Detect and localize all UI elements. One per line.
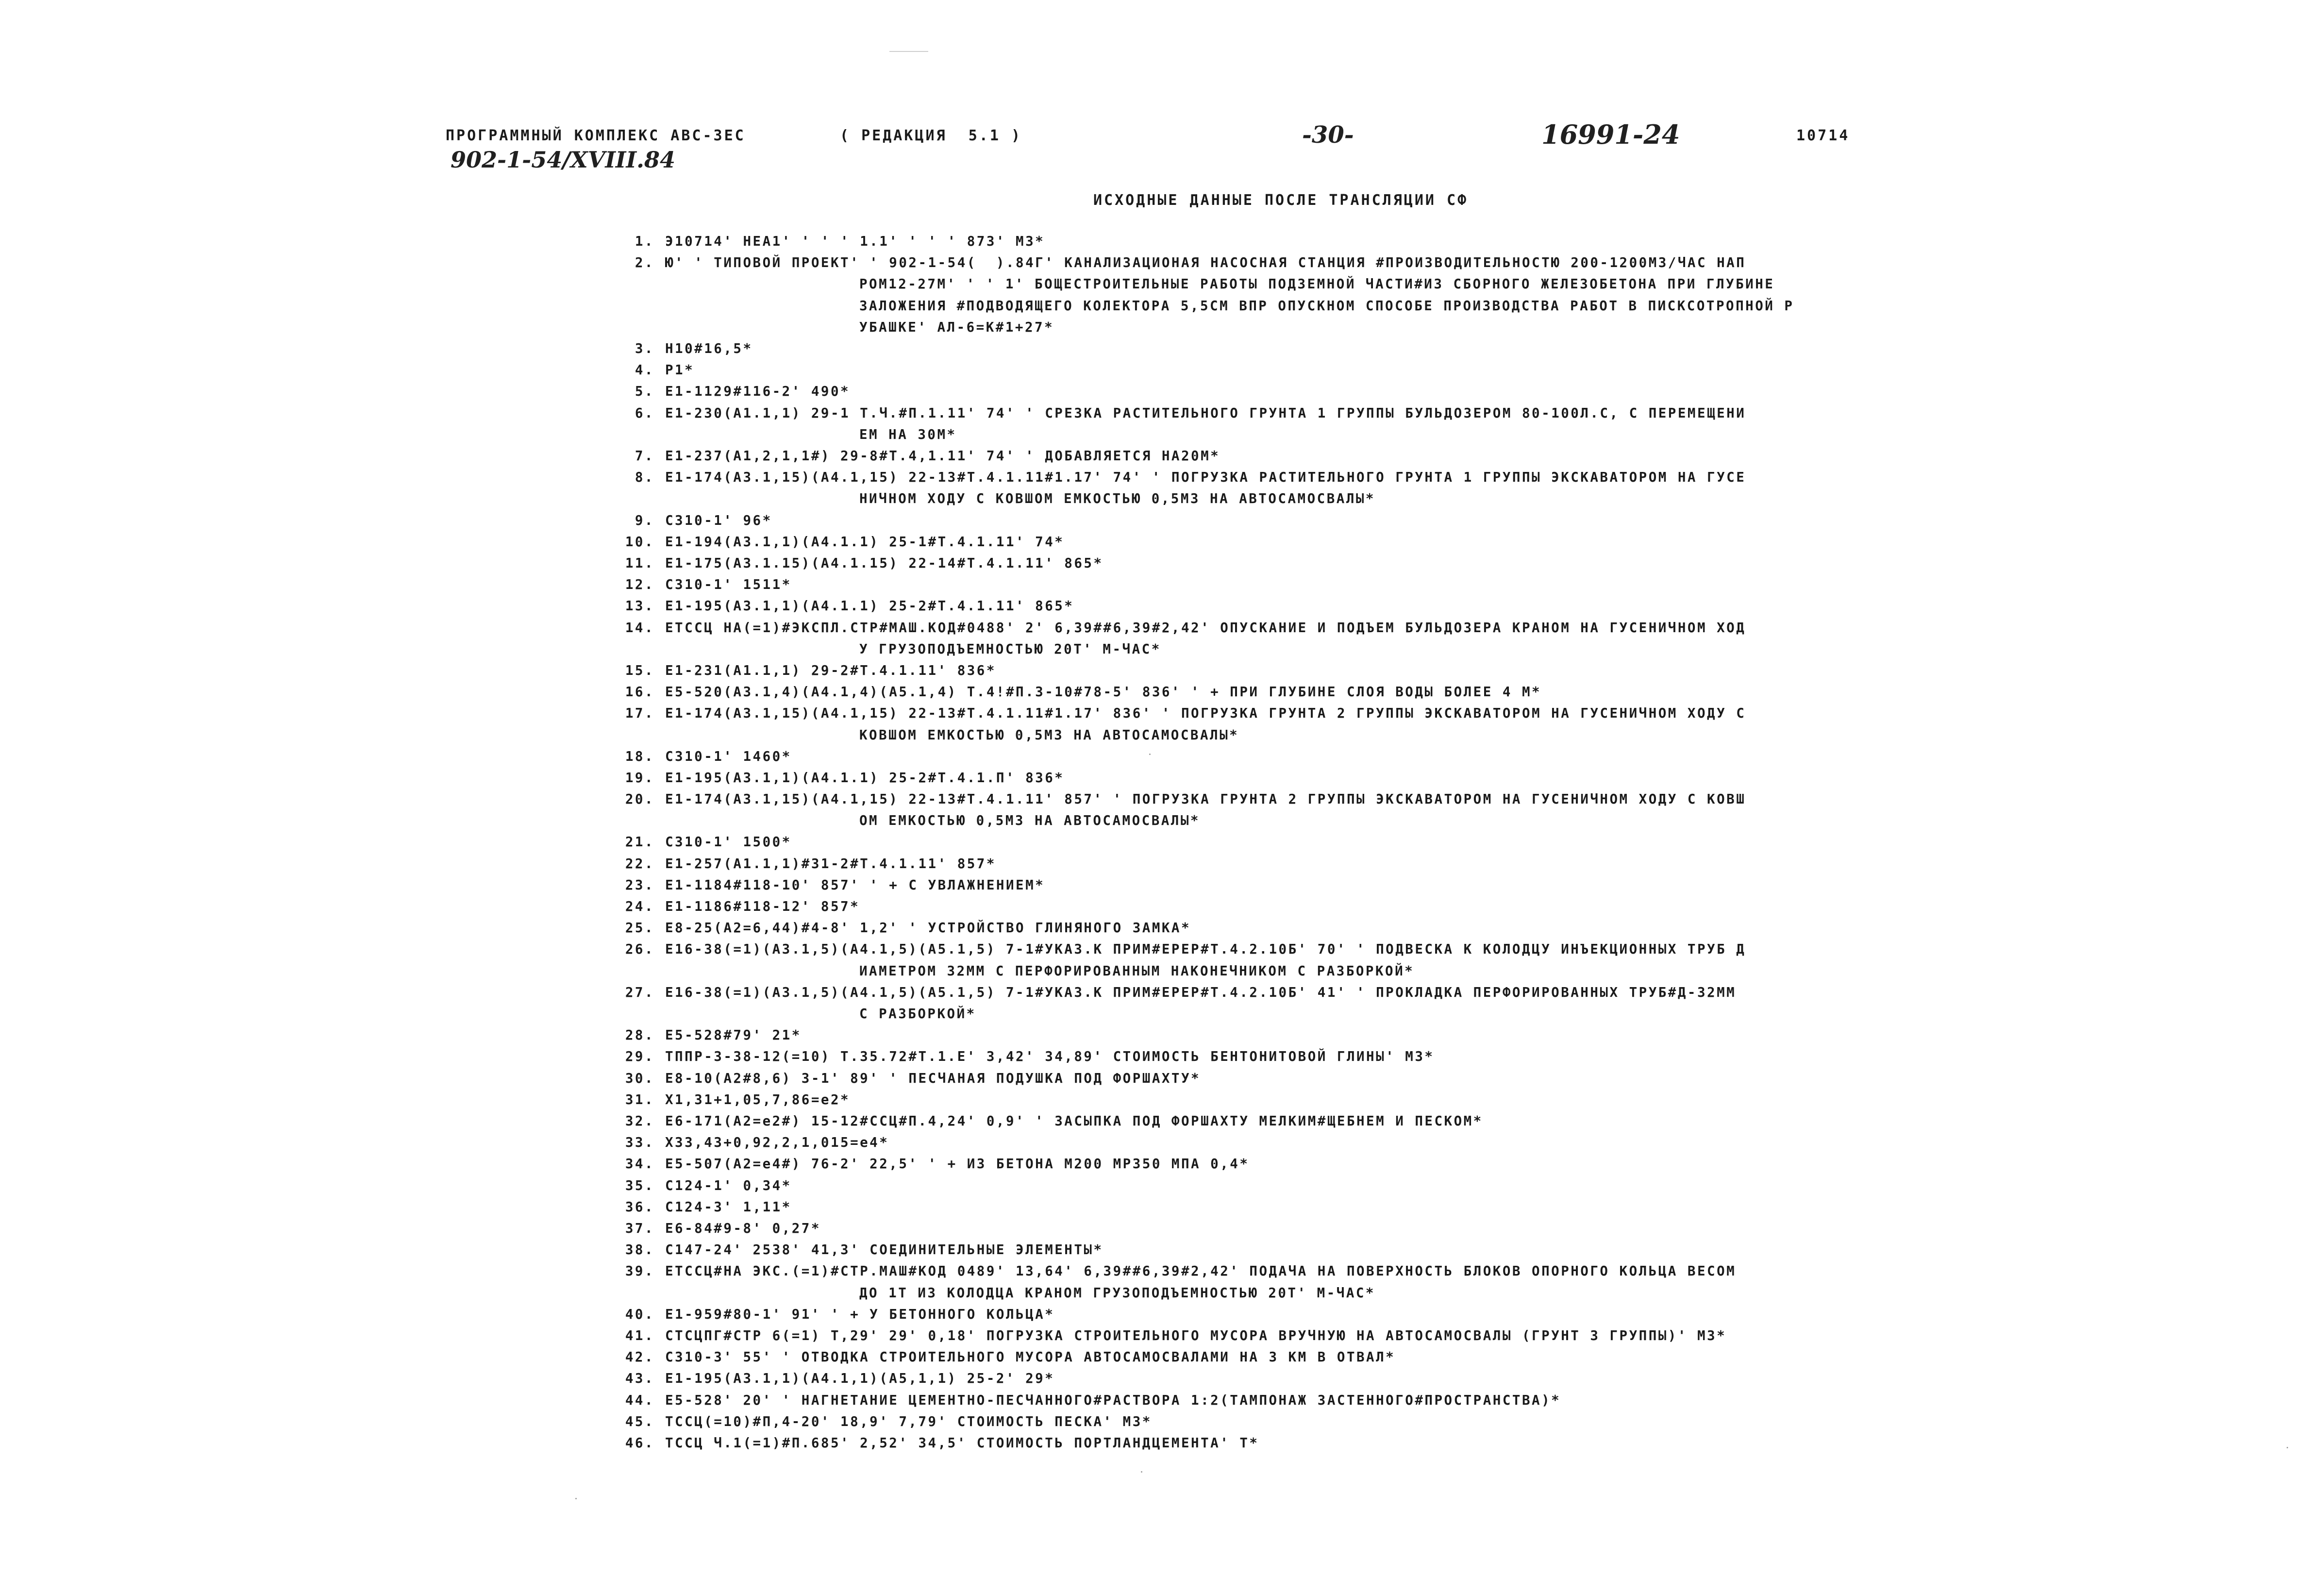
entry-line: Е1-1129#116-2' 490* bbox=[665, 384, 851, 400]
listing-entry bbox=[580, 1132, 2075, 1153]
entry-text bbox=[665, 1411, 2075, 1432]
entry-text bbox=[665, 1196, 2075, 1218]
entry-number: 8. bbox=[635, 470, 654, 486]
entry-number: 33. bbox=[625, 1135, 654, 1151]
entry-line: С310-1' 1500* bbox=[665, 834, 792, 850]
listing-entry bbox=[580, 1390, 2075, 1411]
entry-text bbox=[665, 853, 2075, 874]
handwritten-project-ref: 902-1-54/XVIII.84 bbox=[451, 147, 675, 173]
entry-number: 9. bbox=[635, 512, 654, 528]
listing-entry bbox=[580, 788, 2075, 831]
entry-text bbox=[665, 574, 2075, 595]
scan-speck bbox=[1149, 754, 1151, 755]
scan-speck bbox=[575, 1498, 577, 1499]
listing-entry bbox=[580, 231, 2075, 252]
listing-entry bbox=[580, 381, 2075, 402]
listing-entry bbox=[580, 531, 2075, 553]
entry-number: 28. bbox=[625, 1027, 654, 1043]
entry-number: 4. bbox=[635, 362, 654, 378]
listing-title: ИСХОДНЫЕ ДАННЫЕ ПОСЛЕ ТРАНСЛЯЦИИ СФ bbox=[1093, 192, 1469, 209]
entry-line: Е1-195(А3.1,1)(А4.1.1) 25-2#Т.4.1.П' 836* bbox=[665, 770, 1065, 786]
entry-number: 1. bbox=[635, 234, 654, 249]
listing-entry bbox=[580, 746, 2075, 767]
entry-line: Е1-230(А1.1,1) 29-1 Т.Ч.#П.1.11' 74' ' СРЕЗКА РАСТИТЕЛЬНОГО ГРУНТА 1 ГРУППЫ БУЛЬДОЗЕРОМ 80-100Л.С, С ПЕРЕМЕЩЕНИ bbox=[665, 405, 1746, 421]
entry-text bbox=[665, 1024, 2075, 1046]
entry-text bbox=[665, 746, 2075, 767]
listing-entry bbox=[580, 403, 2075, 445]
entry-number: 6. bbox=[635, 405, 654, 421]
entry-number: 27. bbox=[625, 984, 654, 1000]
listing-entry bbox=[580, 1218, 2075, 1239]
entry-continuation-line: УБАШКЕ' АЛ-6=К#1+27* bbox=[859, 319, 1054, 335]
entry-line: С124-3' 1,11* bbox=[665, 1199, 792, 1215]
listing-entry bbox=[580, 1089, 2075, 1110]
entry-text bbox=[665, 467, 2075, 509]
listing-entry bbox=[580, 703, 2075, 745]
entry-text bbox=[665, 1304, 2075, 1325]
entry-line: Е1-237(А1,2,1,1#) 29-8#Т.4,1.11' 74' ' ДОБАВЛЯЕТСЯ НА20М* bbox=[665, 448, 1221, 464]
listing-entry bbox=[580, 767, 2075, 788]
entry-continuation-line: РОМ12-27М' ' ' 1' БОЩЕСТРОИТЕЛЬНЫЕ РАБОТЫ ПОДЗЕМНОЙ ЧАСТИ#ИЗ СБОРНОГО ЖЕЛЕЗОБЕТОНА ПРИ ГЛУБИНЕ bbox=[859, 276, 1775, 292]
entry-text bbox=[665, 703, 2075, 745]
listing-entry bbox=[580, 939, 2075, 981]
entry-text bbox=[665, 1260, 2075, 1303]
listing-entry bbox=[580, 252, 2075, 338]
entry-number: 38. bbox=[625, 1242, 654, 1258]
listing-entry bbox=[580, 1068, 2075, 1089]
entry-line: ТССЦ Ч.1(=1)#П.685' 2,52' 34,5' СТОИМОСТЬ ПОРТЛАНДЦЕМЕНТА' Т* bbox=[665, 1435, 1259, 1451]
entry-line: Е1-195(А3.1,1)(А4.1,1)(А5,1,1) 25-2' 29* bbox=[665, 1371, 1055, 1387]
entry-number: 18. bbox=[625, 748, 654, 764]
listing-entry bbox=[580, 1196, 2075, 1218]
entry-line: Е1-174(А3.1,15)(А4.1,15) 22-13#Т.4.1.11' 857' ' ПОГРУЗКА ГРУНТА 2 ГРУППЫ ЭКСКАВАТОРОМ НА ГУСЕНИЧНОМ ХОДУ С КОВШ bbox=[665, 791, 1746, 807]
entry-text bbox=[665, 338, 2075, 359]
handwritten-doc-ref: 16991-24 bbox=[1541, 119, 1680, 150]
entry-text bbox=[665, 767, 2075, 788]
entry-line: Е1-195(А3.1,1)(А4.1.1) 25-2#Т.4.1.11' 865* bbox=[665, 598, 1074, 614]
entry-text bbox=[665, 1390, 2075, 1411]
entry-line: Е6-84#9-8' 0,27* bbox=[665, 1221, 821, 1237]
entry-number: 20. bbox=[625, 791, 654, 807]
entry-text bbox=[665, 595, 2075, 617]
entry-text bbox=[665, 681, 2075, 703]
listing-entry bbox=[580, 1432, 2075, 1454]
entry-text bbox=[665, 252, 2075, 338]
entry-line: ЕТССЦ НА(=1)#ЭКСПЛ.СТР#МАШ.КОД#0488' 2' 6,39##6,39#2,42' ОПУСКАНИЕ И ПОДЪЕМ БУЛЬДОЗЕРА КРАНОМ НА ГУСЕНИЧНОМ ХОД bbox=[665, 620, 1746, 636]
entry-text bbox=[665, 617, 2075, 660]
entry-number: 15. bbox=[625, 662, 654, 678]
entry-line: Е5-528#79' 21* bbox=[665, 1027, 802, 1043]
entry-number: 2. bbox=[635, 255, 654, 271]
entry-continuation-line: ДО 1Т ИЗ КОЛОДЦА КРАНОМ ГРУЗОПОДЪЕМНОСТЬЮ 20Т' М-ЧАС* bbox=[859, 1285, 1375, 1301]
listing-entry bbox=[580, 445, 2075, 467]
entry-text bbox=[665, 982, 2075, 1024]
entry-text bbox=[665, 939, 2075, 981]
listing-entry bbox=[580, 553, 2075, 574]
entry-number: 44. bbox=[625, 1392, 654, 1408]
listing-entry bbox=[580, 1153, 2075, 1174]
entry-text bbox=[665, 359, 2075, 381]
entry-number: 22. bbox=[625, 856, 654, 872]
entry-number: 31. bbox=[625, 1091, 654, 1107]
listing-entry bbox=[580, 917, 2075, 939]
entry-number: 14. bbox=[625, 620, 654, 636]
entry-number: 37. bbox=[625, 1221, 654, 1237]
entry-text bbox=[665, 403, 2075, 445]
entry-number: 36. bbox=[625, 1199, 654, 1215]
entry-number: 43. bbox=[625, 1371, 654, 1387]
entry-text bbox=[665, 1346, 2075, 1368]
entry-continuation-line: ЗАЛОЖЕНИЯ #ПОДВОДЯЩЕГО КОЛЕКТОРА 5,5СМ ВПР ОПУСКНОМ СПОСОБЕ ПРОИЗВОДСТВА РАБОТ В ПИСКСОТРОПНОЙ Р bbox=[859, 298, 1794, 314]
listing-entry bbox=[580, 1346, 2075, 1368]
listing-entry bbox=[580, 853, 2075, 874]
entry-line: С310-1' 1460* bbox=[665, 748, 792, 764]
entry-line: Е1-1186#118-12' 857* bbox=[665, 899, 860, 915]
entry-line: С124-1' 0,34* bbox=[665, 1177, 792, 1193]
entry-line: Е1-1184#118-10' 857' ' + С УВЛАЖНЕНИЕМ* bbox=[665, 877, 1045, 893]
listing-entry bbox=[580, 467, 2075, 509]
entry-number: 32. bbox=[625, 1113, 654, 1129]
listing-entry bbox=[580, 660, 2075, 681]
entry-number: 46. bbox=[625, 1435, 654, 1451]
entry-number: 26. bbox=[625, 941, 654, 957]
entry-line: Е16-38(=1)(А3.1,5)(А4.1,5)(А5.1,5) 7-1#УКАЗ.К ПРИМ#ЕРЕР#Т.4.2.10Б' 70' ' ПОДВЕСКА К КОЛОДЦУ ИНЪЕКЦИОННЫХ ТРУБ Д bbox=[665, 941, 1746, 957]
entry-text bbox=[665, 510, 2075, 531]
entry-line: Ю' ' ТИПОВОЙ ПРОЕКТ' ' 902-1-54( ).84Г' КАНАЛИЗАЦИОНАЯ НАСОСНАЯ СТАНЦИЯ #ПРОИЗВОДИТЕЛЬНОСТЮ 200-1200МЗ/ЧАС НАП bbox=[665, 255, 1746, 271]
listing-entry bbox=[580, 896, 2075, 917]
listing-entry bbox=[580, 1046, 2075, 1067]
entry-text bbox=[665, 874, 2075, 896]
program-name: ПРОГРАММНЫЙ КОМПЛЕКС АВС-ЗЕС bbox=[446, 127, 746, 144]
listing-entry bbox=[580, 359, 2075, 381]
entry-continuation-line: ИАМЕТРОМ 32ММ С ПЕРФОРИРОВАННЫМ НАКОНЕЧНИКОМ С РАЗБОРКОЙ* bbox=[859, 963, 1415, 979]
entry-text bbox=[665, 917, 2075, 939]
page-number: -30- bbox=[1302, 121, 1354, 149]
entry-number: 13. bbox=[625, 598, 654, 614]
entry-line: Е1-257(А1.1,1)#31-2#Т.4.1.11' 857* bbox=[665, 856, 996, 872]
entry-line: С147-24' 2538' 41,3' СОЕДИНИТЕЛЬНЫЕ ЭЛЕМЕНТЫ* bbox=[665, 1242, 1103, 1258]
entry-line: Е1-194(А3.1,1)(А4.1.1) 25-1#Т.4.1.11' 74* bbox=[665, 534, 1065, 550]
listing-entry bbox=[580, 1411, 2075, 1432]
entry-line: Е1-174(А3.1,15)(А4.1,15) 22-13#Т.4.1.11#1.17' 74' ' ПОГРУЗКА РАСТИТЕЛЬНОГО ГРУНТА 1 ГРУППЫ ЭКСКАВАТОРОМ НА ГУСЕ bbox=[665, 470, 1746, 486]
entry-text bbox=[665, 1110, 2075, 1132]
entry-number: 11. bbox=[625, 555, 654, 571]
listing-entry bbox=[580, 574, 2075, 595]
entry-number: 21. bbox=[625, 834, 654, 850]
entry-number: 30. bbox=[625, 1070, 654, 1086]
entry-number: 24. bbox=[625, 899, 654, 915]
entry-number: 23. bbox=[625, 877, 654, 893]
entry-text bbox=[665, 831, 2075, 853]
listing-entry bbox=[580, 874, 2075, 896]
entry-line: Е1-174(А3.1,15)(А4.1,15) 22-13#Т.4.1.11#1.17' 836' ' ПОГРУЗКА ГРУНТА 2 ГРУППЫ ЭКСКАВАТОРОМ НА ГУСЕНИЧНОМ ХОДУ С bbox=[665, 705, 1746, 721]
entry-text bbox=[665, 445, 2075, 467]
entry-line: С310-1' 96* bbox=[665, 512, 772, 528]
entry-text bbox=[665, 1046, 2075, 1067]
entry-number: 41. bbox=[625, 1328, 654, 1344]
entry-number: 40. bbox=[625, 1306, 654, 1322]
entry-continuation-line: У ГРУЗОПОДЪЕМНОСТЬЮ 20Т' М-ЧАС* bbox=[859, 641, 1161, 657]
entry-line: Е5-507(А2=е4#) 76-2' 22,5' ' + ИЗ БЕТОНА М200 МРЗ50 МПА 0,4* bbox=[665, 1156, 1250, 1172]
entry-number: 17. bbox=[625, 705, 654, 721]
scan-mark bbox=[889, 51, 928, 52]
entry-text bbox=[665, 1153, 2075, 1174]
entry-line: Р1* bbox=[665, 362, 695, 378]
entry-number: 12. bbox=[625, 577, 654, 593]
entry-line: Н10#16,5* bbox=[665, 340, 753, 356]
entry-line: Е6-171(А2=е2#) 15-12#ССЦ#П.4,24' 0,9' ' ЗАСЫПКА ПОД ФОРШАХТУ МЕЛКИМ#ЩЕБНЕМ И ПЕСКОМ* bbox=[665, 1113, 1483, 1129]
entry-text bbox=[665, 381, 2075, 402]
entry-number: 29. bbox=[625, 1049, 654, 1065]
entry-text bbox=[665, 231, 2075, 252]
entry-line: СТСЦПГ#СТР 6(=1) Т,29' 29' 0,18' ПОГРУЗКА СТРОИТЕЛЬНОГО МУСОРА ВРУЧНУЮ НА АВТОСАМОСВАЛЫ (ГРУНТ 3 ГРУППЫ)' МЗ* bbox=[665, 1328, 1727, 1344]
entry-number: 16. bbox=[625, 684, 654, 700]
entry-number: 42. bbox=[625, 1349, 654, 1365]
scan-speck bbox=[2287, 1447, 2288, 1448]
entry-line: ЕТССЦ#НА ЭКС.(=1)#СТР.МАШ#КОД 0489' 13,64' 6,39##6,39#2,42' ПОДАЧА НА ПОВЕРХНОСТЬ БЛОКОВ ОПОРНОГО КОЛЬЦА ВЕСОМ bbox=[665, 1263, 1737, 1279]
entry-text bbox=[665, 896, 2075, 917]
entry-text bbox=[665, 1218, 2075, 1239]
entry-line: Е1-175(А3.1.15)(А4.1.15) 22-14#Т.4.1.11' 865* bbox=[665, 555, 1103, 571]
entry-text bbox=[665, 1432, 2075, 1454]
entry-text bbox=[665, 1132, 2075, 1153]
entry-line: Э10714' НЕА1' ' ' ' 1.1' ' ' ' 873' МЗ* bbox=[665, 234, 1045, 249]
entry-text bbox=[665, 1089, 2075, 1110]
listing-entry bbox=[580, 1304, 2075, 1325]
listing-entry bbox=[580, 1024, 2075, 1046]
entry-line: Е8-25(А2=6,44)#4-8' 1,2' ' УСТРОЙСТВО ГЛИНЯНОГО ЗАМКА* bbox=[665, 920, 1191, 936]
entry-line: Х1,31+1,05,7,86=е2* bbox=[665, 1091, 851, 1107]
entry-text bbox=[665, 1239, 2075, 1260]
entry-text bbox=[665, 1368, 2075, 1389]
listing-entry bbox=[580, 1260, 2075, 1303]
listing-entry bbox=[580, 681, 2075, 703]
entry-text bbox=[665, 531, 2075, 553]
entry-continuation-line: С РАЗБОРКОЙ* bbox=[859, 1006, 976, 1022]
entry-text bbox=[665, 788, 2075, 831]
listing-entry bbox=[580, 1368, 2075, 1389]
entry-line: С310-1' 1511* bbox=[665, 577, 792, 593]
entry-line: Е5-520(А3.1,4)(А4.1,4)(А5.1,4) Т.4!#П.3-10#78-5' 836' ' + ПРИ ГЛУБИНЕ СЛОЯ ВОДЫ БОЛЕЕ 4 М* bbox=[665, 684, 1542, 700]
entry-line: Е8-10(А2#8,6) 3-1' 89' ' ПЕСЧАНАЯ ПОДУШКА ПОД ФОРШАХТУ* bbox=[665, 1070, 1201, 1086]
listing-entry bbox=[580, 982, 2075, 1024]
scan-speck bbox=[1141, 1471, 1142, 1473]
entry-text bbox=[665, 660, 2075, 681]
listing-entry bbox=[580, 1325, 2075, 1346]
entry-number: 34. bbox=[625, 1156, 654, 1172]
entry-number: 25. bbox=[625, 920, 654, 936]
edition-label: ( РЕДАКЦИЯ 5.1 ) bbox=[840, 127, 1022, 144]
entry-continuation-line: ЕМ НА 30М* bbox=[859, 426, 957, 442]
listing-entry bbox=[580, 1239, 2075, 1260]
entry-number: 39. bbox=[625, 1263, 654, 1279]
listing-entry bbox=[580, 1175, 2075, 1196]
entry-line: ТППР-3-38-12(=10) Т.35.72#Т.1.Е' 3,42' 34,89' СТОИМОСТЬ БЕНТОНИТОВОЙ ГЛИНЫ' МЗ* bbox=[665, 1049, 1435, 1065]
entry-number: 5. bbox=[635, 384, 654, 400]
entry-line: ТССЦ(=10)#П,4-20' 18,9' 7,79' СТОИМОСТЬ ПЕСКА' МЗ* bbox=[665, 1413, 1152, 1429]
entry-continuation-line: ОМ ЕМКОСТЬЮ 0,5МЗ НА АВТОСАМОСВАЛЫ* bbox=[859, 813, 1200, 829]
entry-number: 19. bbox=[625, 770, 654, 786]
entry-line: Е16-38(=1)(А3.1,5)(А4.1,5)(А5.1,5) 7-1#УКАЗ.К ПРИМ#ЕРЕР#Т.4.2.10Б' 41' ' ПРОКЛАДКА ПЕРФОРИРОВАННЫХ ТРУБ#Д-32ММ bbox=[665, 984, 1737, 1000]
entry-text bbox=[665, 1325, 2075, 1346]
entry-number: 3. bbox=[635, 340, 654, 356]
entry-line: Е5-528' 20' ' НАГНЕТАНИЕ ЦЕМЕНТНО-ПЕСЧАННОГО#РАСТВОРА 1:2(ТАМПОНАЖ ЗАСТЕННОГО#ПРОСТРАНСТВА)* bbox=[665, 1392, 1561, 1408]
entry-line: Х33,43+0,92,2,1,015=е4* bbox=[665, 1135, 889, 1151]
entry-text bbox=[665, 1175, 2075, 1196]
entry-continuation-line: КОВШОМ ЕМКОСТЬЮ 0,5МЗ НА АВТОСАМОСВАЛЫ* bbox=[859, 727, 1239, 743]
source-data-listing bbox=[580, 231, 2075, 1454]
entry-line: Е1-231(А1.1,1) 29-2#Т.4.1.11' 836* bbox=[665, 662, 996, 678]
entry-number: 7. bbox=[635, 448, 654, 464]
listing-entry bbox=[580, 595, 2075, 617]
entry-line: С310-3' 55' ' ОТВОДКА СТРОИТЕЛЬНОГО МУСОРА АВТОСАМОСВАЛАМИ НА 3 КМ В ОТВАЛ* bbox=[665, 1349, 1396, 1365]
entry-number: 45. bbox=[625, 1413, 654, 1429]
entry-number: 10. bbox=[625, 534, 654, 550]
entry-continuation-line: НИЧНОМ ХОДУ С КОВШОМ ЕМКОСТЬЮ 0,5МЗ НА АВТОСАМОСВАЛЫ* bbox=[859, 491, 1375, 507]
entry-text bbox=[665, 553, 2075, 574]
entry-text bbox=[665, 1068, 2075, 1089]
listing-entry bbox=[580, 617, 2075, 660]
listing-entry bbox=[580, 338, 2075, 359]
listing-entry bbox=[580, 1110, 2075, 1132]
entry-line: Е1-959#80-1' 91' ' + У БЕТОННОГО КОЛЬЦА* bbox=[665, 1306, 1055, 1322]
document-code: 10714 bbox=[1796, 127, 1850, 144]
listing-entry bbox=[580, 831, 2075, 853]
entry-number: 35. bbox=[625, 1177, 654, 1193]
listing-entry bbox=[580, 510, 2075, 531]
